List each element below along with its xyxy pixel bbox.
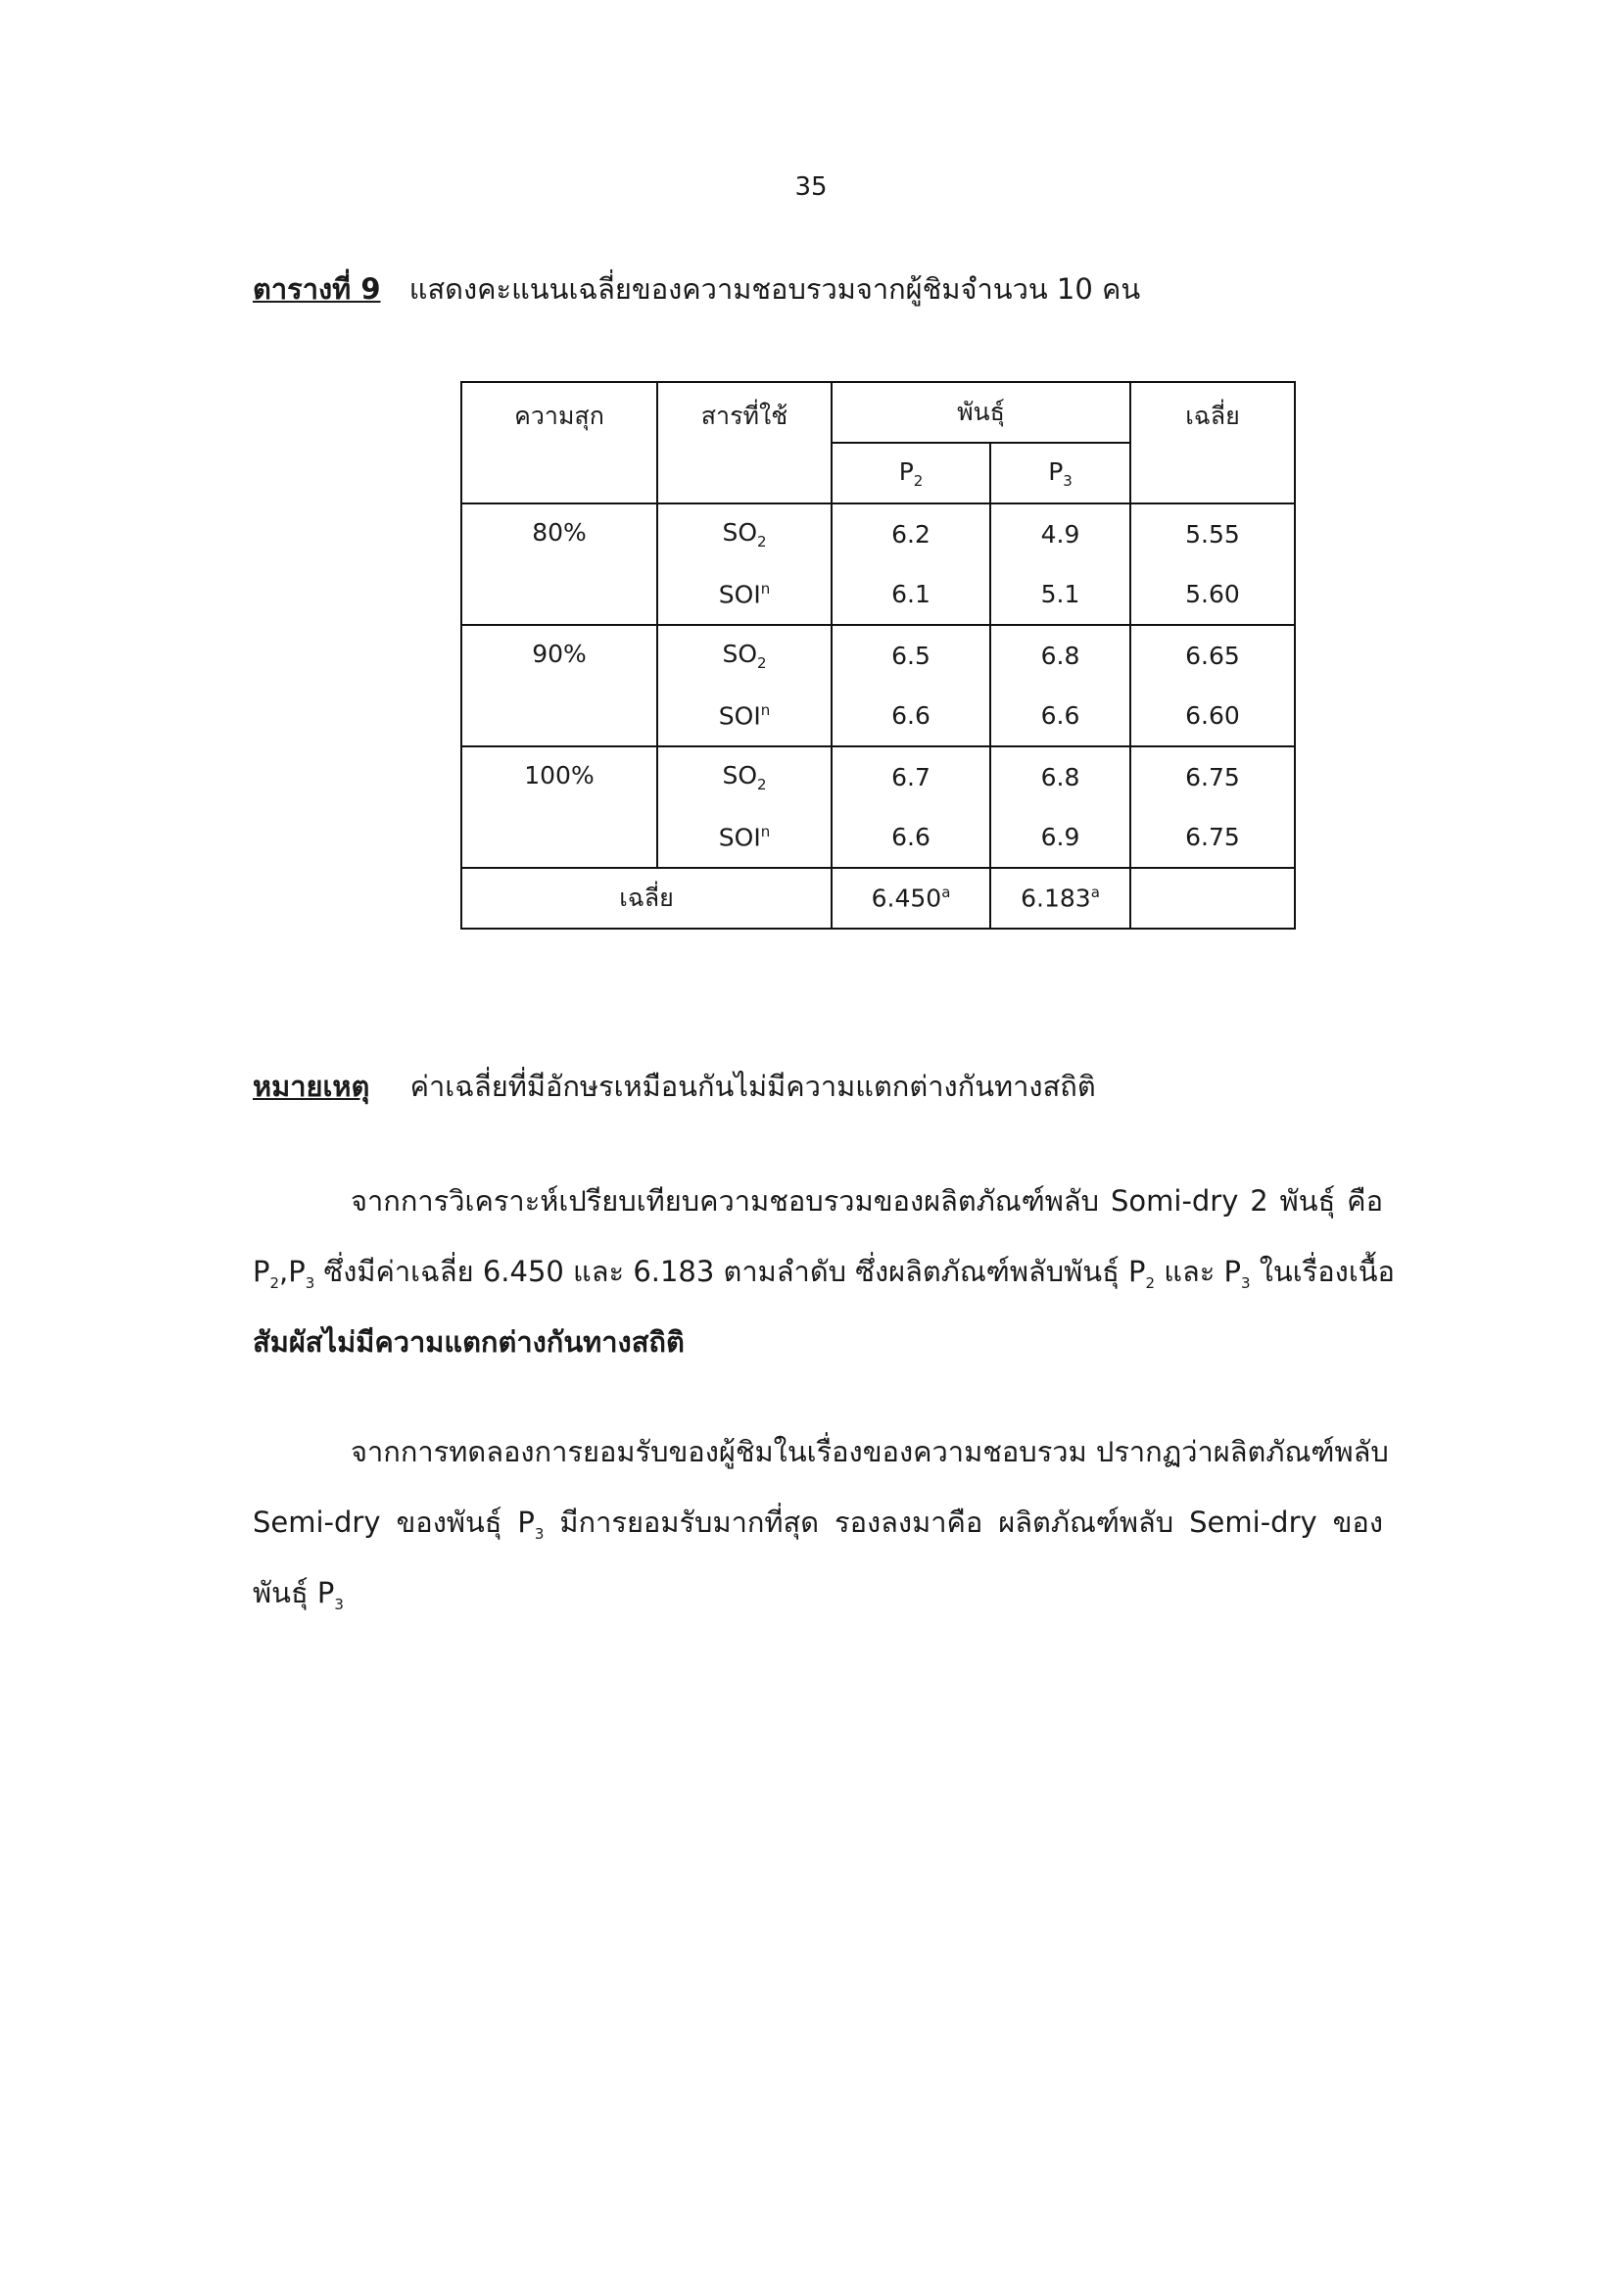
value-cell: 6.7 — [832, 746, 990, 807]
table-note — [253, 1064, 1096, 1109]
table-caption-label: ตารางที่ 9 — [253, 272, 381, 306]
page-number: 35 — [794, 172, 828, 202]
value-cell: 6.8 — [990, 625, 1130, 686]
value-cell: 6.5 — [832, 625, 990, 686]
average-cell: 5.60 — [1130, 564, 1295, 625]
header-p3: $P_3$ — [990, 443, 1130, 503]
average-cell: 6.65 — [1130, 625, 1295, 686]
paragraph-1 — [253, 1184, 1395, 1399]
substance-cell: SOI$^n$ — [657, 686, 832, 746]
table-row — [461, 746, 1295, 807]
average-cell: 5.55 — [1130, 503, 1295, 564]
average-cell: 6.60 — [1130, 686, 1295, 746]
table-caption — [253, 266, 1140, 311]
substance-cell: $SO_2$ — [657, 625, 832, 686]
table-footer-row — [461, 868, 1295, 929]
paragraph-1-line-2: $P_2,P_3$ ซึ่งมีค่าเฉลี่ย 6.450 และ 6.183 ตามลำดับ ซึ่งผลิตภัณฑ์พลับพันธุ์ $P_2$ และ $P_3$ ในเรื่องเนื้อ — [253, 1255, 1395, 1292]
header-p2: $P_2$ — [832, 443, 990, 503]
value-cell: 6.6 — [832, 807, 990, 868]
value-cell: 6.1 — [832, 564, 990, 625]
average-cell: 6.75 — [1130, 807, 1295, 868]
table-row — [461, 503, 1295, 564]
footer-empty — [1130, 868, 1295, 929]
paragraph-2-line-3: พันธุ์ $P_3$ — [253, 1576, 344, 1613]
substance-cell: $SO_2$ — [657, 503, 832, 564]
table-header-row — [461, 382, 1295, 443]
ripeness-cell: 80% — [461, 503, 657, 625]
paragraph-2-line-2: Semi-dry ของพันธุ์ $P_3$ มีการยอมรับมากที่สุด รองลงมาคือ ผลิตภัณฑ์พลับ Semi-dry ของ — [253, 1506, 1383, 1543]
substance-cell: SOI$^n$ — [657, 807, 832, 868]
average-cell: 6.75 — [1130, 746, 1295, 807]
preference-table — [460, 381, 1296, 930]
ripeness-cell: 90% — [461, 625, 657, 746]
substance-cell: SOI$^n$ — [657, 564, 832, 625]
paragraph-2-line-1: จากการทดลองการยอมรับของผู้ชิมในเรื่องของความชอบรวม ปรากฏว่าผลิตภัณฑ์พลับ — [351, 1435, 1389, 1468]
header-substance: สารที่ใช้ — [657, 382, 832, 503]
value-cell: 6.2 — [832, 503, 990, 564]
footer-label: เฉลี่ย — [461, 868, 832, 929]
table-caption-text: แสดงคะแนนเฉลี่ยของความชอบรวมจากผู้ชิมจำนวน 10 คน — [408, 272, 1141, 306]
value-cell: 6.9 — [990, 807, 1130, 868]
value-cell: 5.1 — [990, 564, 1130, 625]
header-average: เฉลี่ย — [1130, 382, 1295, 503]
note-label: หมายเหตุ — [253, 1070, 370, 1103]
value-cell: 6.8 — [990, 746, 1130, 807]
footer-p2-mean: 6.450$^a$ — [832, 868, 990, 929]
value-cell: 4.9 — [990, 503, 1130, 564]
value-cell: 6.6 — [832, 686, 990, 746]
paragraph-1-line-3: สัมผัสไม่มีความแตกต่างกันทางสถิติ — [253, 1325, 685, 1359]
table-row — [461, 625, 1295, 686]
header-ripeness: ความสุก — [461, 382, 657, 503]
note-text: ค่าเฉลี่ยที่มีอักษรเหมือนกันไม่มีความแตกต่างกันทางสถิติ — [409, 1070, 1096, 1103]
paragraph-1-line-1: จากการวิเคราะห์เปรียบเทียบความชอบรวมของผลิตภัณฑ์พลับ Somi-dry 2 พันธุ์ คือ — [351, 1184, 1383, 1218]
footer-p3-mean: 6.183$^a$ — [990, 868, 1130, 929]
ripeness-cell: 100% — [461, 746, 657, 868]
value-cell: 6.6 — [990, 686, 1130, 746]
substance-cell: $SO_2$ — [657, 746, 832, 807]
paragraph-2 — [253, 1435, 1389, 1650]
header-variety: พันธุ์ — [832, 382, 1130, 443]
